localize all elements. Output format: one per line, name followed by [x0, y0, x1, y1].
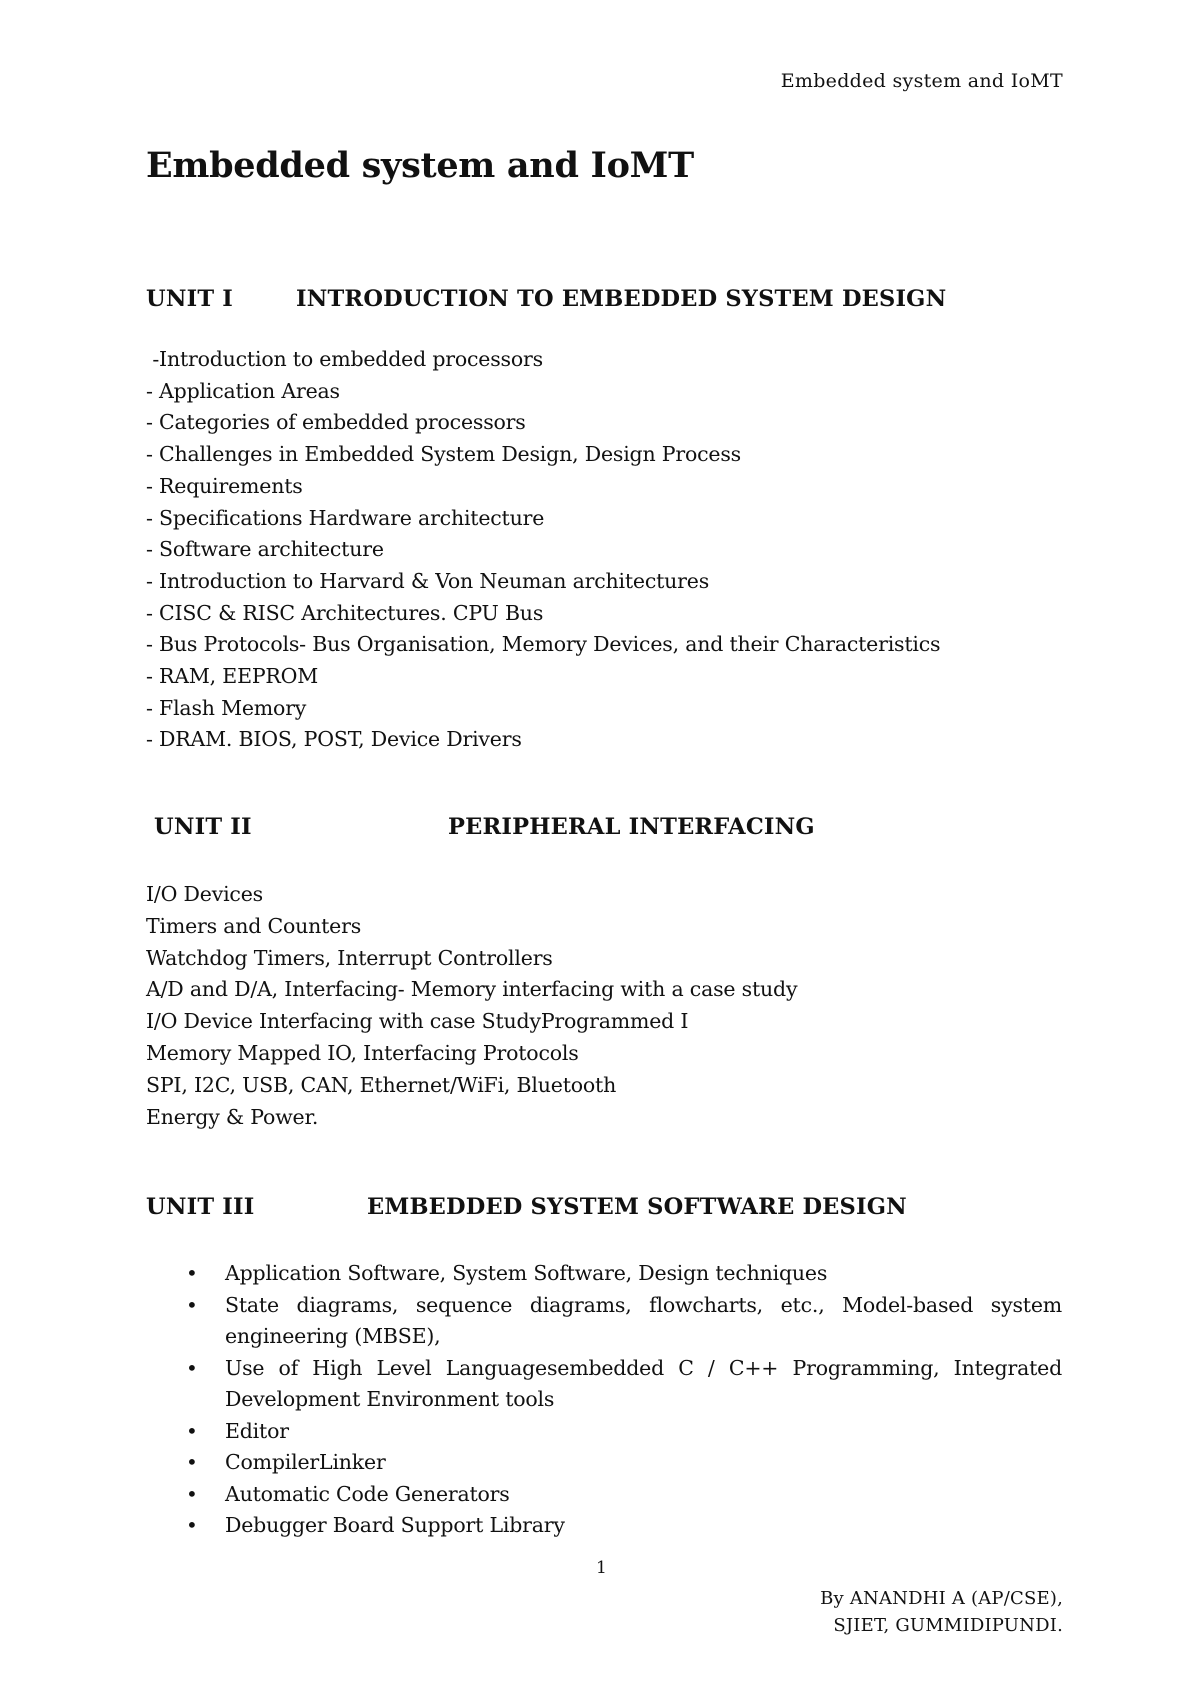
- list-item: [146, 1510, 1062, 1542]
- list-item: I/O Device Interfacing with case StudyProgrammed I: [146, 1009, 689, 1034]
- list-item-text: Application Software, System Software, Design techniques: [225, 1261, 828, 1285]
- list-item: - CISC & RISC Architectures. CPU Bus: [146, 600, 544, 625]
- list-item: Watchdog Timers, Interrupt Controllers: [146, 945, 553, 970]
- unit-2-title: PERIPHERAL INTERFACING: [448, 814, 815, 840]
- list-item: - Flash Memory: [146, 695, 307, 720]
- bullet-icon: •: [186, 1355, 198, 1380]
- list-item: - Categories of embedded processors: [146, 410, 526, 435]
- list-item: - Specifications Hardware architecture: [146, 505, 545, 530]
- unit-1-topic-list: [146, 344, 940, 756]
- list-item: [146, 1447, 1062, 1479]
- bullet-icon: •: [186, 1292, 198, 1317]
- list-item: SPI, I2C, USB, CAN, Ethernet/WiFi, Bluetooth: [146, 1072, 617, 1097]
- document-title: Embedded system and IoMT: [146, 145, 694, 186]
- list-item: [146, 1353, 1062, 1416]
- list-item-text: CompilerLinker: [225, 1450, 386, 1474]
- running-header: Embedded system and IoMT: [780, 70, 1063, 92]
- list-item-text: Editor: [225, 1418, 289, 1443]
- bullet-icon: •: [186, 1450, 198, 1474]
- unit-3-title: EMBEDDED SYSTEM SOFTWARE DESIGN: [367, 1194, 907, 1220]
- list-item: - RAM, EEPROM: [146, 664, 319, 689]
- list-item-text: Use of High Level Languagesembedded C / C++ Programming, Integrated Development Environment tools: [225, 1355, 1062, 1411]
- list-item: - Introduction to Harvard & Von Neuman architectures: [146, 568, 710, 593]
- list-item: [146, 1258, 1062, 1290]
- list-item-text: Automatic Code Generators: [225, 1481, 510, 1506]
- bullet-icon: •: [186, 1481, 198, 1506]
- footer-line-author: By ANANDHI A (AP/CSE),: [820, 1588, 1063, 1609]
- list-item-text: Debugger Board Support Library: [225, 1513, 565, 1537]
- list-item: -Introduction to embedded processors: [146, 347, 543, 371]
- unit-2-label: UNIT II: [154, 814, 252, 840]
- footer-line-institution: SJIET, GUMMIDIPUNDI.: [833, 1615, 1063, 1636]
- list-item: - Application Areas: [146, 378, 340, 403]
- list-item: [146, 1416, 1062, 1448]
- bullet-icon: •: [186, 1261, 198, 1285]
- list-item: - Requirements: [146, 473, 303, 498]
- list-item: Timers and Counters: [146, 913, 362, 938]
- unit-1-label: UNIT I: [146, 286, 234, 312]
- list-item: - Software architecture: [146, 537, 384, 562]
- list-item: [146, 1290, 1062, 1353]
- unit-3-topic-list: [146, 1258, 1062, 1542]
- list-item: - DRAM. BIOS, POST, Device Drivers: [146, 727, 522, 752]
- bullet-icon: •: [186, 1418, 198, 1443]
- list-item: Energy & Power.: [146, 1104, 319, 1129]
- unit-3-label: UNIT III: [146, 1194, 255, 1220]
- list-item: Memory Mapped IO, Interfacing Protocols: [146, 1040, 579, 1065]
- unit-1-title: INTRODUCTION TO EMBEDDED SYSTEM DESIGN: [296, 286, 947, 312]
- list-item: I/O Devices: [146, 882, 263, 906]
- footer-author: [820, 1585, 1063, 1639]
- list-item: - Bus Protocols- Bus Organisation, Memory Devices, and their Characteristics: [146, 632, 941, 657]
- bullet-icon: •: [186, 1513, 198, 1537]
- unit-2-topic-list: [146, 879, 797, 1133]
- list-item: - Challenges in Embedded System Design, Design Process: [146, 442, 741, 467]
- list-item-text: State diagrams, sequence diagrams, flowcharts, etc., Model-based system engineering (MBSE),: [225, 1292, 1062, 1348]
- page-number: 1: [596, 1558, 607, 1578]
- list-item: A/D and D/A, Interfacing- Memory interfacing with a case study: [146, 977, 798, 1002]
- list-item: [146, 1479, 1062, 1511]
